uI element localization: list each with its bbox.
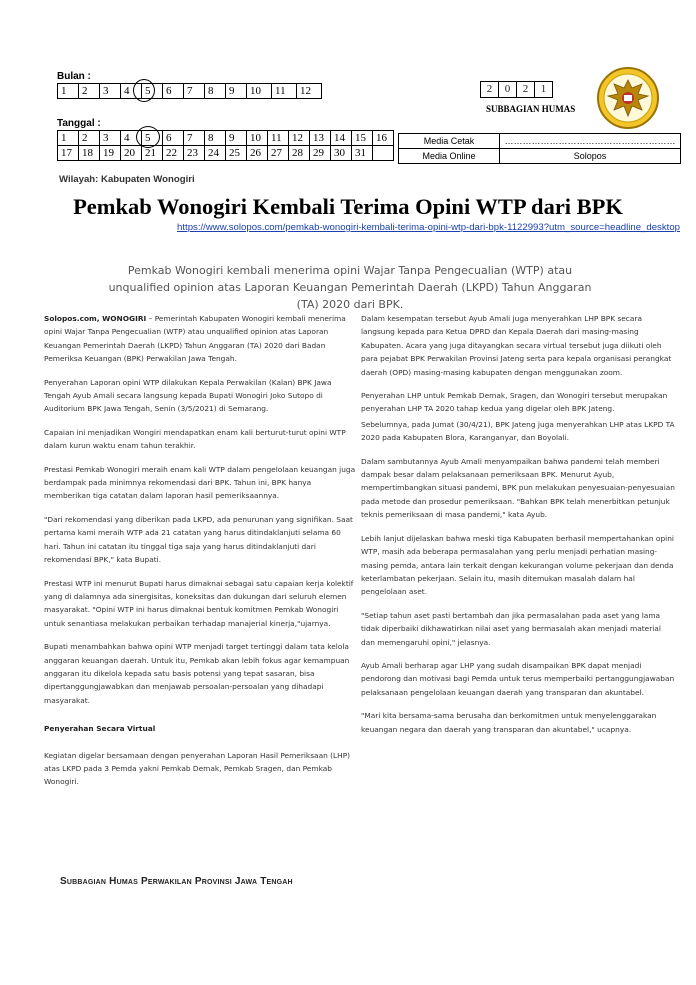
calendar-cell: 29 [310,146,331,161]
calendar-cell: 2 [79,84,100,99]
selected-month-circle [133,79,155,102]
calendar-cell: 10 [247,84,272,99]
article-lead: Pemkab Wonogiri kembali menerima opini Wajar Tanpa Pengecualian (WTP) atau unqualified opinion atas Laporan Keuangan Pemerintah Daerah (LKPD) Tahun Anggaran (TA) 2020 dari BPK. [108,264,592,311]
selected-day-circle [136,126,160,148]
year-box [481,81,553,98]
garuda-emblem-icon [596,66,660,130]
calendar-cell: 7 [184,131,205,146]
paragraph-text: – Pemerintah Kabupaten Wonogiri kembali menerima opini Wajar Tanpa Pengecualian (WTP) atau unqualified opinion atas Laporan Keuangan Pemerintah Daerah (LKPD) Tahun Anggaran (TA) 2020 dari Badan Pemeriksa Keuangan (BPK) Perwakilan Jawa Tengah. [44,314,346,364]
calendar-cell: 12 [297,84,322,99]
left-paragraph [44,312,358,366]
paragraph-text: Capaian ini menjadikan Wongiri mendapatkan enam kali berturut-turut opini WTP dalam kurun waktu enam tahun terakhir. [44,427,346,451]
right-paragraph: Lebih lanjut dijelaskan bahwa meski tiga Kabupaten berhasil mempertahankan opini WTP, masih ada beberapa permasalahan yang perlu menjadi perhatian masing-masing pemda, antara lain terkait dengan kekurangan volume pekerjaan dan denda keterlambatan pekerjaan. Selain itu, masih ditemukan masalah dalam hal pengelolaan aset. [361,533,674,597]
paragraph-text: Prestasi Pemkab Wonogiri meraih enam kali WTP dalam pengelolaan keuangan juga berdampak pada minimnya rekomendasi dari BPK. Tahun ini, BPK hanya memberikan tiga catatan dalam laporan hasil pemeriksaannya. [44,464,356,501]
calendar-cell: 11 [268,131,289,146]
bulan-label: Bulan : [57,71,91,82]
calendar-cell [373,146,394,161]
calendar-cell: 11 [272,84,297,99]
calendar-cell: 18 [79,146,100,161]
calendar-cell: 21 [142,146,163,161]
calendar-cell: 20 [121,146,142,161]
footer-label: Subbagian Humas Perwakilan Provinsi Jawa Tengah [60,876,293,887]
left-paragraph [44,426,358,453]
calendar-cell: 10 [247,131,268,146]
calendar-cell: 24 [205,146,226,161]
right-paragraph: Penyerahan LHP untuk Pemkab Demak, Sragen, dan Wonogiri tersebut merupakan penyerahan LHP TA 2020 tahap kedua yang digelar oleh BPK Jateng. [361,391,668,414]
wilayah-label: Wilayah: Kabupaten Wonogiri [59,174,195,185]
right-paragraph: Ayub Amali berharap agar LHP yang sudah disampaikan BPK dapat menjadi pendorong dan motivasi bagi Pemda untuk terus memperbaiki pertanggungjawaban pelaksanaan pengelolaan keuangan daerah yang transparan dan akuntabel. [361,660,675,697]
calendar-cell: 27 [268,146,289,161]
calendar-cell: 2 [79,131,100,146]
article-title: Pemkab Wonogiri Kembali Terima Opini WTP dari BPK [73,194,623,219]
left-paragraph [44,376,358,416]
calendar-cell: 5 [142,131,163,146]
media-cetak-label: Media Cetak [399,134,500,149]
left-paragraph [44,640,358,707]
calendar-cell: 6 [163,84,184,99]
media-cetak-value: ………………………………………………… [500,134,681,149]
calendar-cell: 19 [100,146,121,161]
right-column [361,312,677,746]
media-table [398,133,681,164]
paragraph-text: Prestasi WTP ini menurut Bupati harus dimaknai sebagai satu capaian kerja kolektif yang di dalamnya ada sinergisitas, koneksitas dan dukungan dari seluruh elemen masyarakat. "Opini WTP ini harus dimaknai bentuk komitmen Pemkab Wonogiri untuk senantiasa melakukan perbaikan terhadap manajerial kinerja,"ujarnya. [44,578,354,628]
calendar-cell: 17 [58,146,79,161]
left-paragraph [44,577,358,631]
left-paragraph [44,513,358,567]
right-paragraph: "Setiap tahun aset pasti bertambah dan jika permasalahan pada aset yang lama tidak diperbaiki dikhawatirkan nilai aset yang bermasalah akan menjadi material dan memengaruhi opini," jelasnya. [361,610,661,647]
left-column [44,312,358,799]
calendar-cell: 4 [121,131,142,146]
calendar-cell: 14 [331,131,352,146]
calendar-cell: 3 [100,131,121,146]
calendar-cell: 12 [289,131,310,146]
calendar-cell: 1 [58,84,79,99]
right-paragraph: Sebelumnya, pada Jumat (30/4/21), BPK Jateng juga menyerahkan LHP atas LKPD TA 2020 pada Kabupaten Blora, Karanganyar, dan Boyolali. [361,419,675,443]
calendar-cell: 23 [184,146,205,161]
year-digit: 2 [516,81,535,98]
year-digit: 2 [480,81,499,98]
calendar-cell: 8 [205,84,226,99]
paragraph-text: Penyerahan Laporan opini WTP dilakukan Kepala Perwakilan (Kalan) BPK Jawa Tengah Ayub Amali secara langsung kepada Bupati Wonogiri Joko Sutopo di Auditorium BPK Jawa Tengah, Senin (3/5/2021) di Semarang. [44,377,332,414]
calendar-cell: 13 [310,131,331,146]
left-paragraph [44,722,358,735]
paragraph-text: Kegiatan digelar bersamaan dengan penyerahan Laporan Hasil Pemeriksaan (LHP) atas LKPD pada 3 Pemda yakni Pemkab Demak, Pemkab Sragen, dan Pemkab Wonogiri. [44,750,351,787]
left-paragraph [44,463,358,503]
calendar-cell: 7 [184,84,205,99]
calendar-cell: 9 [226,131,247,146]
calendar-cell: 15 [352,131,373,146]
calendar-cell: 16 [373,131,394,146]
month-grid [57,83,322,99]
calendar-cell: 30 [331,146,352,161]
right-paragraph: Dalam sambutannya Ayub Amali menyampaikan bahwa pandemi telah memberi dampak besar dalam pelaksanaan pemeriksaan BPK. Menurut Ayub, mempertimbangkan situasi pandemi, BPK pun melakukan penyesuaian-penyesuaian pada metode dan prosedur pemeriksaan. "Bahkan BPK telah menerbitkan petunjuk teknis pemeriksaan di masa pandemi," kata Ayub. [361,456,675,520]
year-digit: 1 [534,81,553,98]
right-paragraph: "Mari kita bersama-sama berusaha dan berkomitmen untuk menyelenggarakan keuangan negara dan daerah yang transparan dan akuntabel," ucapnya. [361,711,657,734]
year-digit: 0 [498,81,517,98]
calendar-cell: 22 [163,146,184,161]
calendar-cell: 6 [163,131,184,146]
media-online-label: Media Online [399,149,500,164]
paragraph-text: Bupati menambahkan bahwa opini WTP menjadi target tertinggi dalam tata kelola anggaran keuangan daerah. Untuk itu, Pemkab akan lebih fokus agar kemampuan anggaran itu dikelola kepada satu basis potensi yang tepat sasaran, bisa dipertanggungjawabkan dan menjawab persoalan-persoalan yang dihadapi masyarakat. [44,642,350,705]
subheading: Penyerahan Secara Virtual [44,724,156,734]
calendar-cell: 5 [142,84,163,99]
day-grid [57,130,394,161]
left-paragraph [44,749,358,789]
calendar-cell: 8 [205,131,226,146]
right-paragraph: Dalam kesempatan tersebut Ayub Amali juga menyerahkan LHP BPK secara langsung kepada para Ketua DPRD dan Kepala Daerah dari masing-masing Kabupaten. Acara yang juga ditayangkan secara virtual tersebut juga diikuti oleh para pejabat BPK Perwakilan Provinsi Jateng serta para kepala organisasi perangkat daerah (OPD) masing-masing kabupaten dengan menggunakan zoom. [361,314,672,377]
paragraph-text: "Dari rekomendasi yang diberikan pada LKPD, ada penurunan yang signifikan. Saat pertama kami meraih WTP ada 21 catatan yang harus ditindaklanjuti selama 60 hari. Tahun ini catatan itu tinggal tiga saja yang harus ditindaklanjuti dari rekomendasi BPK," kata Bupati. [44,514,353,565]
calendar-cell: 31 [352,146,373,161]
calendar-cell: 25 [226,146,247,161]
tanggal-label: Tanggal : [57,118,101,129]
dept-label: SUBBAGIAN HUMAS [486,104,576,114]
dateline: Solopos.com, WONOGIRI [44,314,147,323]
calendar-cell: 1 [58,131,79,146]
calendar-cell: 28 [289,146,310,161]
calendar-cell: 3 [100,84,121,99]
media-online-value: Solopos [500,149,681,164]
calendar-cell: 9 [226,84,247,99]
calendar-cell: 26 [247,146,268,161]
article-url-link[interactable]: https://www.solopos.com/pemkab-wonogiri-kembali-terima-opini-wtp-dari-bpk-1122993?utm_source=headline_desktop [177,222,680,233]
calendar-cell: 4 [121,84,142,99]
